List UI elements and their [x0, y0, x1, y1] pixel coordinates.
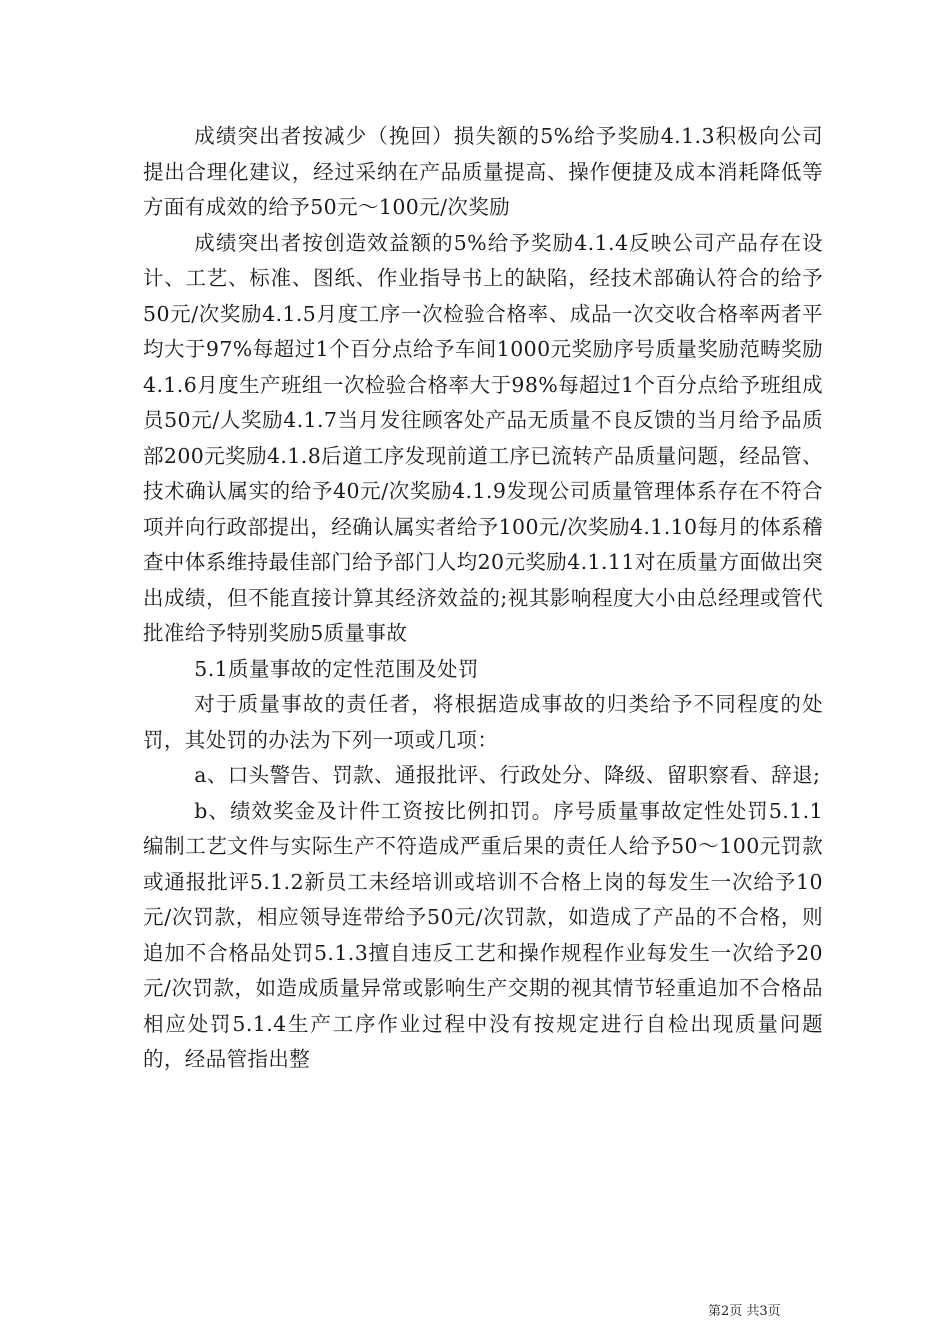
paragraph: 成绩突出者按创造效益额的5%给予奖励4.1.4反映公司产品存在设计、工艺、标准、图纸、作业指导书上的缺陷，经技术部确认符合的给予50元/次奖励4.1.5月度工序一次检验合格率、成品一次交收合格率两者平均大于97%每超过1个百分点给予车间1000元奖励序号质量奖励范畴奖励4.1.6月度生产班组一次检验合格率大于98%每超过1个百分点给予班组成员50元/人奖励4.1.7当月发往顾客处产品无质量不良反馈的当月给予品质部200元奖励4.1.8后道工序发现前道工序已流转产品质量问题，经品管、技术确认属实的给予40元/次奖励4.1.9发现公司质量管理体系存在不符合项并向行政部提出，经确认属实者给予100元/次奖励4.1.10每月的体系稽查中体系维持最佳部门给予部门人均20元奖励4.1.11对在质量方面做出突出成绩，但不能直接计算其经济效益的;视其影响程度大小由总经理或管代批准给予特别奖励5质量事故 — [143, 230, 823, 645]
paragraph: 成绩突出者按减少（挽回）损失额的5%给予奖励4.1.3积极向公司提出合理化建议，经过采纳在产品质量提高、操作便捷及成本消耗降低等方面有成效的给予50元～100元/次奖励 — [143, 124, 823, 219]
paragraph-section-heading: 5.1质量事故的定性范围及处罚 — [194, 656, 479, 681]
document-body — [143, 119, 823, 1078]
paragraph-list-item-b: b、绩效奖金及计件工资按比例扣罚。序号质量事故定性处罚5.1.1编制工艺文件与实际生产不符造成严重后果的责任人给予50～100元罚款或通报批评5.1.2新员工未经培训或培训不合格上岗的每发生一次给予10元/次罚款，相应领导连带给予50元/次罚款，如造成了产品的不合格，则追加不合格品处罚5.1.3擅自违反工艺和操作规程作业每发生一次给予20元/次罚款，如造成质量异常或影响生产交期的视其情节轻重追加不合格品相应处罚5.1.4生产工序作业过程中没有按规定进行自检出现质量问题的，经品管指出整 — [143, 798, 823, 1071]
paragraph: 对于质量事故的责任者，将根据造成事故的归类给予不同程度的处罚，其处罚的办法为下列一项或几项： — [143, 692, 823, 752]
paragraph-list-item-a: a、口头警告、罚款、通报批评、行政处分、降级、留职察看、辞退; — [194, 763, 821, 787]
page-number-footer: 第2页 共3页 — [708, 1304, 781, 1319]
